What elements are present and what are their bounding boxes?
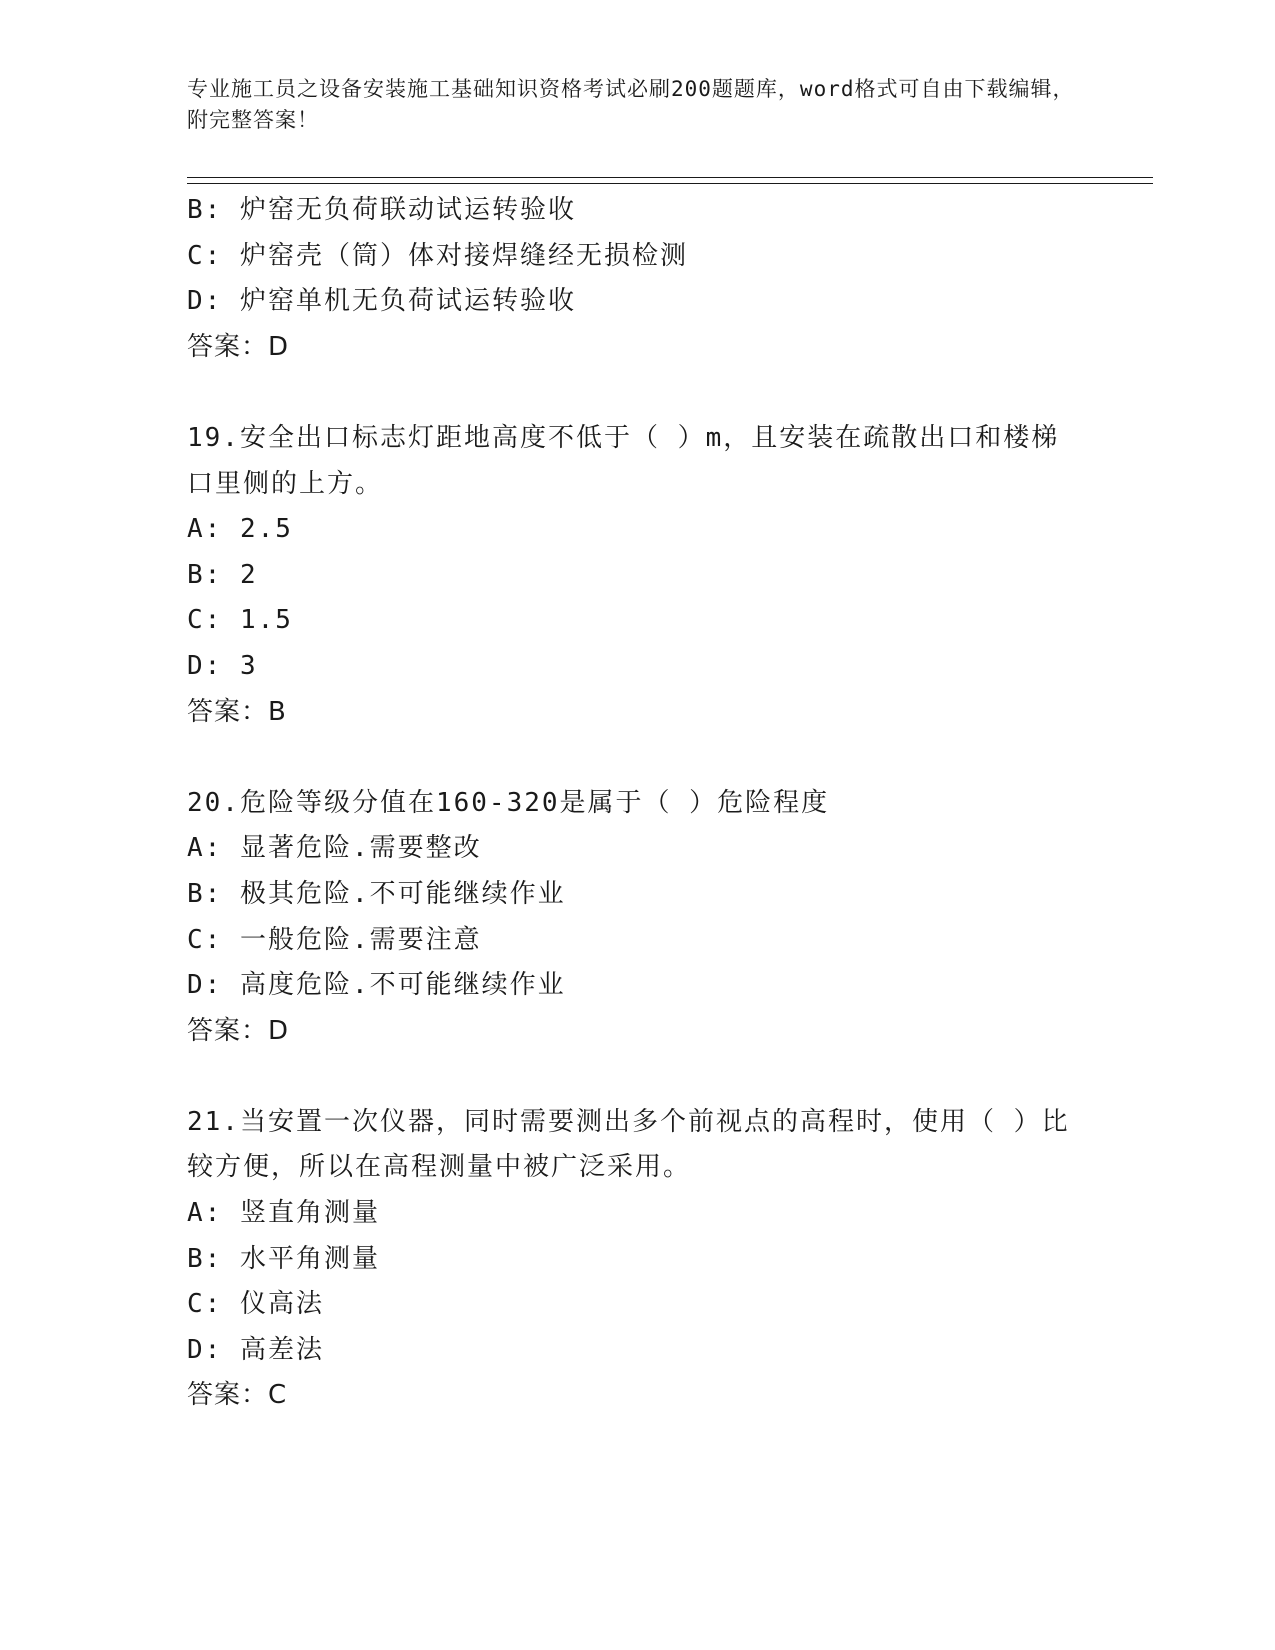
answer-line: 答案：D (187, 1015, 290, 1046)
header-title: 专业施工员之设备安装施工基础知识资格考试必刷200题题库，word格式可自由下载编辑，附完整答案！ (187, 77, 1075, 132)
option-a: A: 竖直角测量 (187, 1198, 380, 1229)
answer-line: 答案：B (187, 696, 287, 727)
question-21 (187, 1100, 1087, 1419)
option-a: A: 显著危险.需要整改 (187, 833, 482, 864)
option-b: B: 极其危险.不可能继续作业 (187, 878, 566, 909)
option-d: D: 高差法 (187, 1334, 324, 1365)
answer-line: 答案：C (187, 1380, 288, 1411)
option-d: D: 高度危险.不可能继续作业 (187, 970, 566, 1001)
answer-line: 答案：D (187, 331, 290, 362)
question-stem: 21.当安置一次仪器，同时需要测出多个前视点的高程时，使用（ ）比较方便，所以在高程测量中被广泛采用。 (187, 1106, 1070, 1183)
question-stem: 20.危险等级分值在160-320是属于（ ）危险程度 (187, 787, 830, 818)
question-list (187, 188, 1087, 1419)
question-18-continued (187, 188, 1087, 370)
question-20 (187, 781, 1087, 1055)
option-c: C: 仪高法 (187, 1289, 324, 1320)
option-b: B: 炉窑无负荷联动试运转验收 (187, 195, 576, 225)
option-d: D: 3 (187, 650, 258, 681)
option-b: B: 2 (187, 559, 258, 590)
header-divider (187, 177, 1153, 184)
page-header (187, 74, 1087, 136)
option-d: D: 炉窑单机无负荷试运转验收 (187, 286, 576, 317)
question-stem: 19.安全出口标志灯距地高度不低于（ ）m，且安装在疏散出口和楼梯口里侧的上方。 (187, 422, 1060, 499)
option-c: C: 一般危险.需要注意 (187, 924, 482, 955)
question-19 (187, 416, 1087, 735)
option-c: C: 1.5 (187, 605, 293, 636)
option-b: B: 水平角测量 (187, 1243, 380, 1274)
option-a: A: 2.5 (187, 514, 293, 545)
option-c: C: 炉窑壳（筒）体对接焊缝经无损检测 (187, 240, 688, 271)
